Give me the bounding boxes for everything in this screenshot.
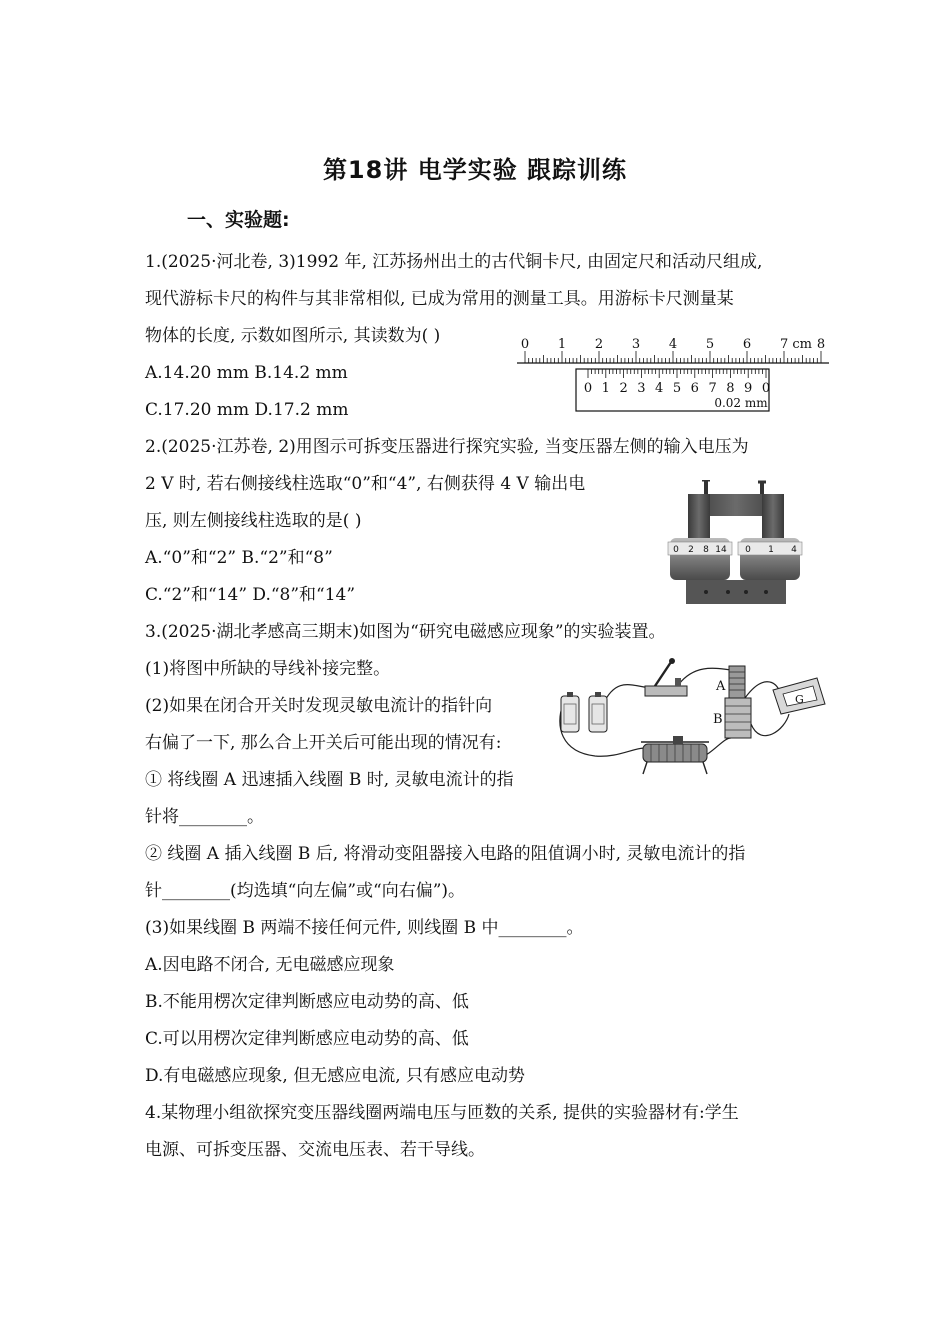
coil-a-label: A — [716, 679, 726, 694]
main-scale-label: 4 — [668, 337, 678, 352]
knife-switch-icon — [645, 658, 687, 696]
vernier-caliper-figure — [513, 335, 833, 415]
q3-line-3: (2)如果在闭合开关时发现灵敏电流计的指针向 — [145, 696, 493, 716]
q1-line-3: 物体的长度, 示数如图所示, 其读数为( ) — [145, 326, 441, 346]
vernier-scale-label: 0 — [583, 381, 593, 396]
right-terminal-label: 1 — [768, 545, 774, 555]
left-terminal-label: 8 — [703, 545, 709, 555]
main-scale-label: 2 — [594, 337, 604, 352]
main-scale-label: 7 cm — [780, 337, 813, 352]
left-terminal-label: 2 — [688, 545, 694, 555]
vernier-scale-label: 6 — [690, 381, 699, 396]
q1-option-ab: A.14.20 mm B.14.2 mm — [145, 363, 348, 383]
vernier-scale-label: 0 — [761, 381, 771, 396]
coil-b-label: B — [713, 712, 723, 727]
q3-line-1: 3.(2025·湖北孝感高三期末)如图为“研究电磁感应现象”的实验装置。 — [145, 622, 666, 642]
q3-option-b: B.不能用楞次定律判断感应电动势的高、低 — [145, 992, 469, 1012]
adjust-screw-icon — [702, 480, 766, 496]
transformer-figure — [666, 480, 806, 606]
main-scale-label: 1 — [557, 337, 567, 352]
main-scale-label: 6 — [742, 337, 752, 352]
main-scale-label: 8 — [816, 337, 826, 352]
vernier-scale-label: 3 — [637, 381, 646, 396]
q3-line-7: ② 线圈 A 插入线圈 B 后, 将滑动变阻器接入电路的阻值调小时, 灵敏电流计的指 — [145, 844, 746, 864]
q2-line-1: 2.(2025·江苏卷, 2)用图示可拆变压器进行探究实验, 当变压器左侧的输入电压为 — [145, 437, 749, 457]
q3-line-9: (3)如果线圈 B 两端不接任何元件, 则线圈 B 中________。 — [145, 918, 584, 938]
vernier-scale-label: 4 — [655, 381, 664, 396]
q3-line-5: ① 将线圈 A 迅速插入线圈 B 时, 灵敏电流计的指 — [145, 770, 514, 790]
coil-b-icon — [725, 698, 751, 738]
q3-option-d: D.有电磁感应现象, 但无感应电流, 只有感应电动势 — [145, 1066, 526, 1086]
left-terminal-label: 0 — [673, 545, 679, 555]
vernier-scale-label: 1 — [601, 381, 610, 396]
vernier-scale-label: 9 — [744, 381, 753, 396]
q3-line-8: 针________(均选填“向左偏”或“向右偏”)。 — [145, 881, 466, 901]
section-heading: 一、实验题: — [187, 209, 290, 231]
caliper-precision-label: 0.02 mm — [714, 396, 768, 410]
q2-line-2: 2 V 时, 若右侧接线柱选取“0”和“4”, 右侧获得 4 V 输出电 — [145, 474, 586, 494]
page-title: 第18讲 电学实验 跟踪训练 — [322, 156, 628, 184]
battery-icon — [561, 692, 607, 732]
right-terminal-label: 4 — [791, 545, 797, 555]
q3-option-a: A.因电路不闭合, 无电磁感应现象 — [145, 955, 395, 975]
q1-option-cd: C.17.20 mm D.17.2 mm — [145, 400, 349, 420]
main-scale-label: 0 — [520, 337, 530, 352]
q4-line-2: 电源、可拆变压器、交流电压表、若干导线。 — [145, 1140, 485, 1160]
q3-line-4: 右偏了一下, 那么合上开关后可能出现的情况有: — [145, 733, 502, 753]
q2-line-3: 压, 则左侧接线柱选取的是( ) — [145, 511, 362, 531]
q2-option-cd: C.“2”和“14” D.“8”和“14” — [145, 585, 356, 605]
rheostat-icon — [641, 736, 709, 774]
induction-apparatus-figure — [555, 656, 830, 780]
vernier-scale-label: 5 — [672, 381, 682, 396]
main-scale-label: 3 — [631, 337, 641, 352]
left-terminal-label: 14 — [715, 545, 727, 555]
coil-a-icon — [729, 666, 745, 698]
q4-line-1: 4.某物理小组欲探究变压器线圈两端电压与匝数的关系, 提供的实验器材有:学生 — [145, 1103, 739, 1123]
q2-option-ab: A.“0”和“2” B.“2”和“8” — [145, 548, 333, 568]
vernier-scale-label: 8 — [726, 381, 735, 396]
q1-line-2: 现代游标卡尺的构件与其非常相似, 已成为常用的测量工具。用游标卡尺测量某 — [145, 289, 734, 309]
galvanometer-label: G — [795, 693, 804, 706]
vernier-scale-label: 7 — [708, 381, 717, 396]
q1-line-1: 1.(2025·河北卷, 3)1992 年, 江苏扬州出土的古代铜卡尺, 由固定尺和活动尺组成, — [145, 252, 763, 272]
main-scale-label: 5 — [705, 337, 715, 352]
q3-line-2: (1)将图中所缺的导线补接完整。 — [145, 659, 391, 679]
vernier-scale-label: 2 — [619, 381, 628, 396]
right-terminal-label: 0 — [745, 545, 751, 555]
q3-line-6: 针将________。 — [145, 807, 264, 827]
q3-option-c: C.可以用楞次定律判断感应电动势的高、低 — [145, 1029, 469, 1049]
